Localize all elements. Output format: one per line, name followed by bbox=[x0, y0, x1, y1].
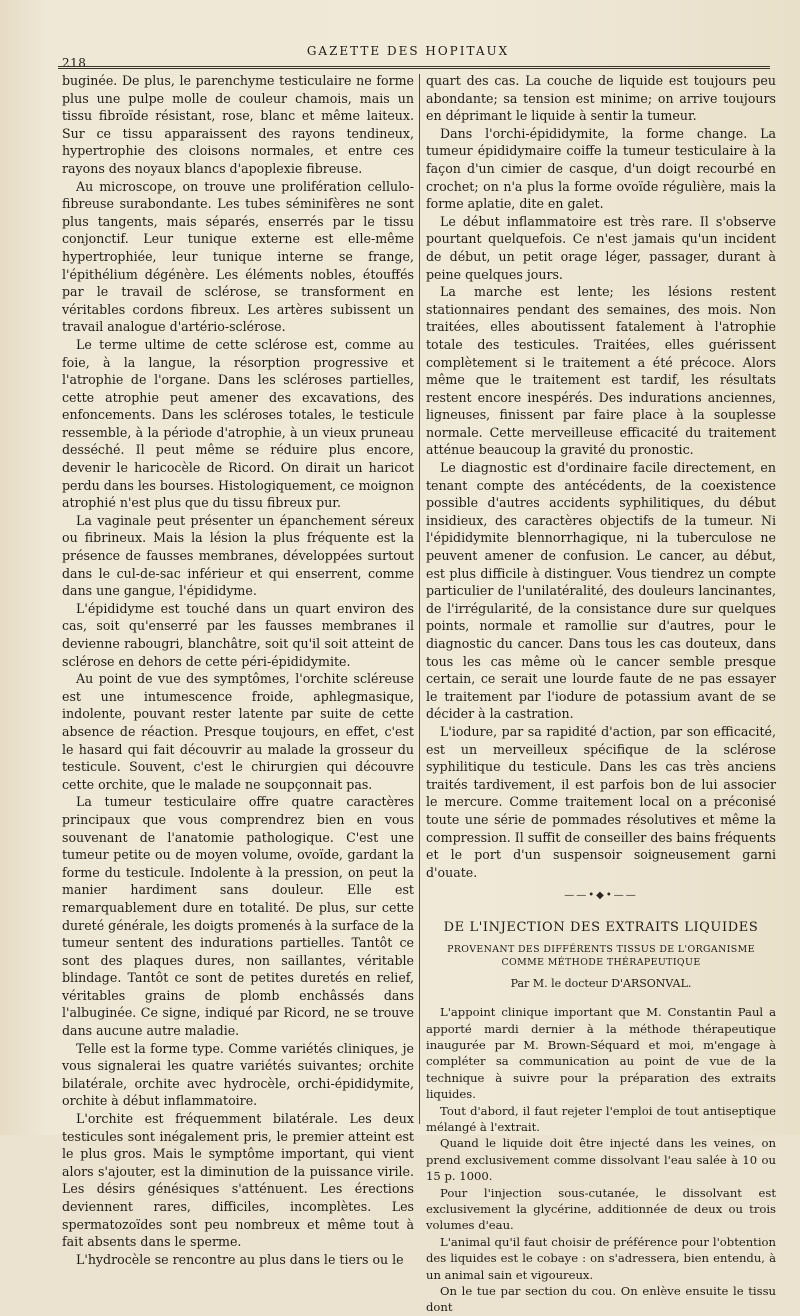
paragraph: Au microscope, on trouve une prolifération cellulo-fibreuse surabondante. Les tubes séminifères ne sont plus tangents, mais séparés, enserrés par le tissu conjonctif. Leur tunique externe est elle-même hypertrophiée, leur tunique interne se frange, l'épithélium dégénère. Les éléments nobles, étouffés par le travail de sclérose, se transforment en véritables cordons fibreux. Les artères subissent un travail analogue d'artério-sclérose. bbox=[62, 178, 414, 335]
paragraph: Pour l'injection sous-cutanée, le dissolvant est exclusivement la glycérine, additionnée de deux ou trois volumes d'eau. bbox=[426, 1185, 776, 1233]
column-divider bbox=[419, 74, 420, 1124]
paragraph: Le début inflammatoire est très rare. Il s'observe pourtant quelquefois. Ce n'est jamais qu'un incident de début, un petit orage léger, passager, durant à peine quelques jours. bbox=[426, 213, 776, 282]
paragraph: Le terme ultime de cette sclérose est, comme au foie, à la langue, la résorption progressive et l'atrophie de l'organe. Dans les scléroses partielles, cette atrophie peut amener des excavations, des enfoncements. Dans les scléroses totales, le testicule ressemble, à la période d'atrophie, à un vieux pruneau desséché. Il peut même se réduire plus encore, devenir le haricocèle de Ricord. On dirait un haricot perdu dans les bourses. Histologiquement, ce moignon atrophié n'est plus que du tissu fibreux pur. bbox=[62, 336, 414, 511]
paragraph: La tumeur testiculaire offre quatre caractères principaux que vous comprendrez bien en vous souvenant de l'anatomie pathologique. C'est une tumeur petite ou de moyen volume, ovoïde, gardant la forme du testicule. Indolente à la pression, on peut la manier hardiment sans douleur. Elle est remarquablement dure en totalité. De plus, sur cette dureté générale, les doigts promenés à la surface de la tumeur sentent des indurations partielles. Tantôt ce sont des plaques dures, non saillantes, véritable blindage. Tantôt ce sont de petites duretés en relief, véritables grains de plomb enchâssés dans l'albuginée. Ce signe, indiqué par Ricord, ne se trouve dans aucune autre maladie. bbox=[62, 794, 414, 1039]
article-author: Par M. le docteur D'ARSONVAL. bbox=[510, 976, 692, 990]
paragraph: Dans l'orchi-épididymite, la forme change. La tumeur épididymaire coiffe la tumeur testiculaire à la façon d'un cimier de casque, d'un doigt recourbé en crochet; on n'a plus la forme ovoïde régulière, mais la forme aplatie, dite en galet. bbox=[426, 125, 776, 212]
paragraph: Telle est la forme type. Comme variétés cliniques, je vous signalerai les quatre variétés suivantes; orchite bilatérale, orchite avec hydrocèle, orchi-épididymite, orchite à début inflammatoire. bbox=[62, 1040, 414, 1109]
paragraph: On le tue par section du cou. On enlève ensuite le tissu dont bbox=[426, 1284, 776, 1315]
paragraph: buginée. De plus, le parenchyme testiculaire ne forme plus une pulpe molle de couleur chamois, mais un tissu fibroïde résistant, rose, blanc et même laiteux. Sur ce tissu apparaissent des rayons tendineux, hypertrophie des cloisons normales, et entre ces rayons des noyaux blancs d'apoplexie fibreuse. bbox=[62, 73, 414, 176]
page-header bbox=[58, 36, 758, 70]
paragraph: L'appoint clinique important que M. Constantin Paul a apporté mardi dernier à la méthode thérapeutique inaugurée par M. Brown-Séquard et moi, m'engage à compléter sa communication au point de vue de la technique à suivre pour la préparation des extraits liquides. bbox=[426, 1005, 776, 1102]
article-title: DE L'INJECTION DES EXTRAITS LIQUIDES bbox=[443, 919, 759, 935]
paragraph: La vaginale peut présenter un épanchement séreux ou fibrineux. Mais la lésion la plus fréquente est la présence de fausses membranes, développées surtout dans le cul-de-sac inférieur et qui enserrent, comme dans une gangue, l'épididyme. bbox=[62, 512, 414, 599]
paragraph: Tout d'abord, il faut rejeter l'emploi de tout antiseptique mélangé à l'extrait. bbox=[426, 1103, 776, 1134]
right-column bbox=[426, 72, 776, 1316]
left-column bbox=[62, 72, 414, 1268]
paragraph: La marche est lente; les lésions restent stationnaires pendant des semaines, des mois. Non traitées, elles aboutissent fatalement à l'atrophie totale des testicules. Traitées, elles guérissent complètement si le traitement a été précoce. Alors même que le traitement est tardif, les résultats restent encore inespérés. Des indurations anciennes, ligneuses, finissent par faire place à la souplesse normale. Cette merveilleuse efficacité du traitement atténue beaucoup la gravité du pronostic. bbox=[426, 284, 776, 458]
paragraph: Quand le liquide doit être injecté dans les veines, on prend exclusivement comme dissolvant l'eau salée à 10 ou 15 p. 1000. bbox=[426, 1136, 776, 1184]
paragraph: L'orchite est fréquemment bilatérale. Les deux testicules sont inégalement pris, le premier atteint est le plus gros. Mais le symptôme important, qui vient alors s'ajouter, est la diminution de la puissance virile. Les désirs génésiques s'atténuent. Les érections deviennent rares, difficiles, incomplètes. Les spermatozoïdes sont peu nombreux et même tout à fait absents dans le sperme. bbox=[62, 1111, 414, 1250]
paragraph: quart des cas. La couche de liquide est toujours peu abondante; sa tension est minime; on arrive toujours en déprimant le liquide à sentir la tumeur. bbox=[426, 73, 776, 124]
page-number: 218 bbox=[62, 56, 87, 70]
paragraph: L'épididyme est touché dans un quart environ des cas, soit qu'enserré par les fausses membranes il devienne rabougri, blanchâtre, soit qu'il soit atteint de sclérose en dehors de cette péri-épididymite. bbox=[62, 600, 414, 669]
article-subtitle: PROVENANT DES DIFFÉRENTS TISSUS DE L'ORGANISME COMME MÉTHODE THÉRAPEUTIQUE bbox=[447, 943, 755, 968]
paragraph: L'iodure, par sa rapidité d'action, par son efficacité, est un merveilleux spécifique de la sclérose syphilitique du testicule. Dans les cas très anciens traités tardivement, il est parfois bon de lui associer le mercure. Comme traitement local on a préconisé toute une série de pommades résolutives et même la compression. Il suffit de conseiller des bains fréquents et le port d'un suspensoir soigneusement garni d'ouate. bbox=[426, 723, 776, 880]
paragraph: Au point de vue des symptômes, l'orchite scléreuse est une intumescence froide, aphlegmasique, indolente, pouvant rester latente par suite de cette absence de réaction. Presque toujours, en effet, c'est le hasard qui fait découvrir au malade la grosseur du testicule. Souvent, c'est le chirurgien qui découvre cette orchite, que le malade ne soupçonnait pas. bbox=[62, 671, 414, 792]
header-rule bbox=[58, 66, 770, 69]
paragraph: L'animal qu'il faut choisir de préférence pour l'obtention des liquides est le cobaye : on s'adressera, bien entendu, à un animal sain et vigoureux. bbox=[426, 1234, 776, 1282]
section-ornament: ——•◆•—— bbox=[564, 890, 638, 902]
paragraph: L'hydrocèle se rencontre au plus dans le tiers ou le bbox=[76, 1251, 404, 1267]
paragraph: Le diagnostic est d'ordinaire facile directement, en tenant compte des antécédents, de la coexistence possible d'autres accidents syphilitiques, du début insidieux, des caractères objectifs de la tumeur. Ni l'épididymite blennorrhagique, ni la tuberculose ne peuvent amener de confusion. Le cancer, au début, est plus difficile à distinguer. Vous tiendrez un compte particulier de l'unilatéralité, des douleurs lancinantes, de l'irrégularité, de la consistance dure sur quelques points, normale et ramollie sur d'autres, pour le diagnostic du cancer. Dans tous les cas douteux, dans tous les cas même où le cancer semble presque certain, ce serait une lourde faute de ne pas essayer le traitement par l'iodure de potassium avant de se décider à la castration. bbox=[426, 460, 776, 722]
masthead-title: GAZETTE DES HOPITAUX bbox=[306, 44, 510, 58]
article-body bbox=[426, 1004, 776, 1316]
